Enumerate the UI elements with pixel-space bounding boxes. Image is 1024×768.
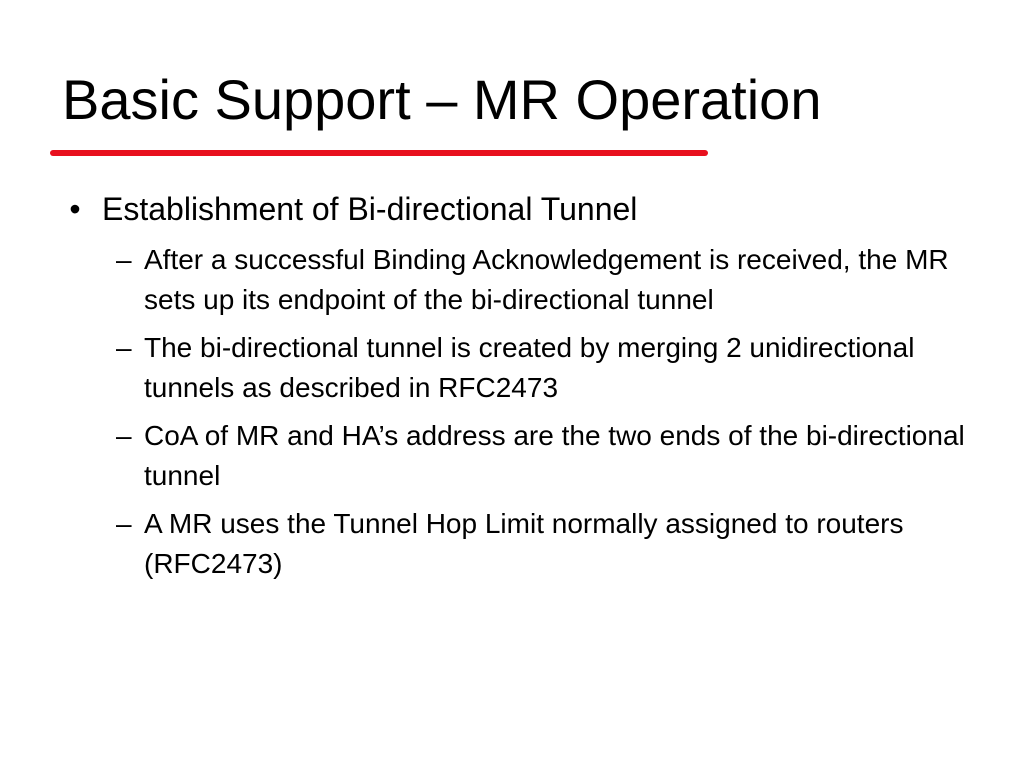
bullet-text: Establishment of Bi-directional Tunnel [102, 191, 638, 227]
slide-title: Basic Support – MR Operation [62, 68, 822, 131]
sub-bullet-text: CoA of MR and HA’s address are the two ends of the bi-directional tunnel [144, 420, 965, 491]
sub-bullet-item [102, 328, 980, 408]
sub-bullet-item [102, 504, 980, 584]
title-underline [50, 150, 708, 156]
sub-bullet-text: After a successful Binding Acknowledgement is received, the MR sets up its endpoint of the bi-directional tunnel [144, 244, 949, 315]
sub-bullet-marker: – [116, 332, 132, 363]
sub-bullet-marker: – [116, 508, 132, 539]
bullet-marker: • [69, 191, 81, 227]
sub-bullet-list [102, 240, 980, 584]
sub-bullet-item [102, 240, 980, 320]
sub-bullet-marker: – [116, 244, 132, 275]
sub-bullet-text: A MR uses the Tunnel Hop Limit normally assigned to routers (RFC2473) [144, 508, 904, 579]
bullet-item [60, 188, 980, 230]
sub-bullet-text: The bi-directional tunnel is created by merging 2 unidirectional tunnels as described in RFC2473 [144, 332, 915, 403]
sub-bullet-item [102, 416, 980, 496]
slide-content [60, 188, 980, 592]
sub-bullet-marker: – [116, 420, 132, 451]
